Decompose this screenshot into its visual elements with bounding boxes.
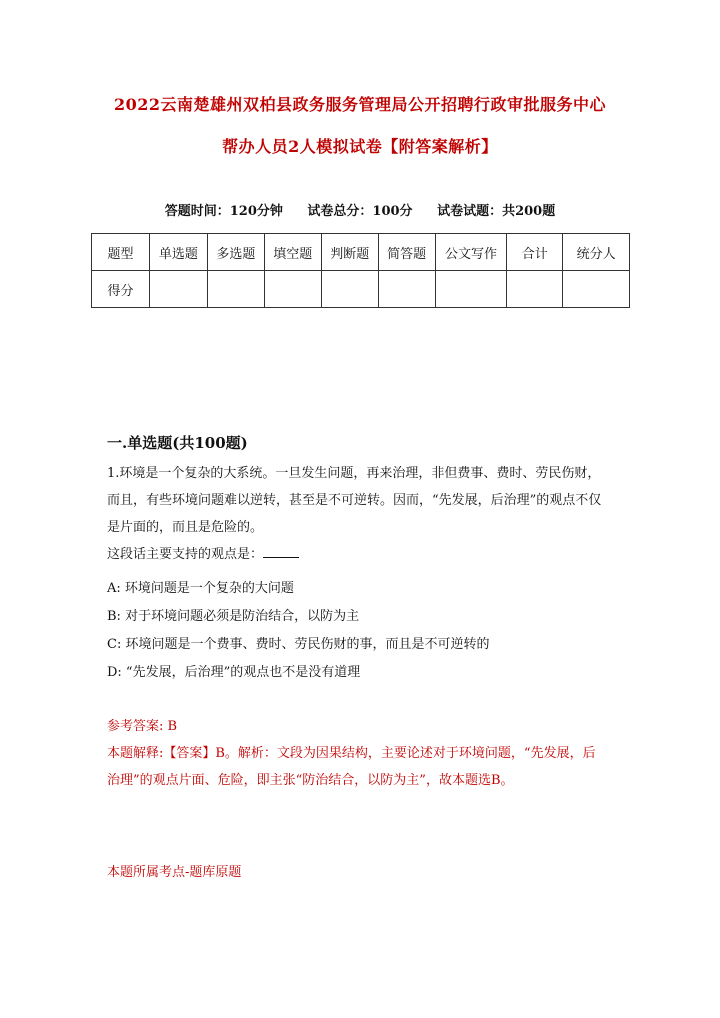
section-title: 一.单选题(共100题): [107, 434, 248, 452]
score-cell: [378, 271, 435, 308]
table-header-cell: 题型: [92, 234, 150, 271]
question-prompt-text: 这段话主要支持的观点是：: [107, 547, 264, 562]
answer-explanation: 本题解释:【答案】B。解析：文段为因果结构，主要论述对于环境问题，“先发展，后治理”的观点片面、危险，即主张“防治结合，以防为主”，故本题选B。: [107, 746, 596, 788]
score-cell: [264, 271, 321, 308]
option-b: B: 对于环境问题必须是防治结合，以防为主: [107, 609, 360, 624]
option-d: D: “先发展，后治理”的观点也不是没有道理: [107, 665, 361, 680]
table-header-cell: 单选题: [149, 234, 207, 271]
option-c: C: 环境问题是一个费事、费时、劳民伤财的事，而且是不可逆转的: [107, 637, 490, 652]
table-header-cell: 简答题: [378, 234, 435, 271]
score-table-score-row: [92, 271, 630, 308]
document-title-line-1: 2022云南楚雄州双柏县政务服务管理局公开招聘行政审批服务中心: [113, 95, 607, 114]
score-table: [91, 233, 630, 308]
exam-total-score: 试卷总分：100分: [307, 204, 413, 219]
table-header-cell: 统分人: [563, 234, 630, 271]
score-cell: [207, 271, 264, 308]
table-header-cell: 填空题: [264, 234, 321, 271]
question-prompt: [107, 541, 607, 568]
document-title-line-2: 帮办人员2人模拟试卷【附答案解析】: [222, 137, 498, 156]
table-header-cell: 合计: [507, 234, 563, 271]
score-cell: [321, 271, 378, 308]
score-cell: [507, 271, 563, 308]
table-header-cell: 多选题: [207, 234, 264, 271]
score-cell: [563, 271, 630, 308]
reference-answer: 参考答案: B: [107, 719, 178, 734]
exam-meta: [0, 200, 720, 219]
table-header-cell: 判断题: [321, 234, 378, 271]
exam-question-count: 试卷试题：共200题: [437, 204, 556, 219]
score-cell: [149, 271, 207, 308]
table-row-label: 得分: [92, 271, 150, 308]
exam-time: 答题时间：120分钟: [164, 204, 283, 219]
score-cell: [435, 271, 507, 308]
answer-blank: [263, 545, 299, 558]
table-header-cell: 公文写作: [435, 234, 507, 271]
score-table-header-row: [92, 234, 630, 271]
knowledge-point: 本题所属考点-题库原题: [107, 865, 242, 880]
option-a: A: 环境问题是一个复杂的大问题: [107, 581, 294, 596]
question-text: 1.环境是一个复杂的大系统。一旦发生问题，再来治理，非但费事、费时、劳民伤财，而且，有些环境问题难以逆转，甚至是不可逆转。因而，“先发展，后治理”的观点不仅是片面的，而且是危险的。: [107, 466, 602, 535]
